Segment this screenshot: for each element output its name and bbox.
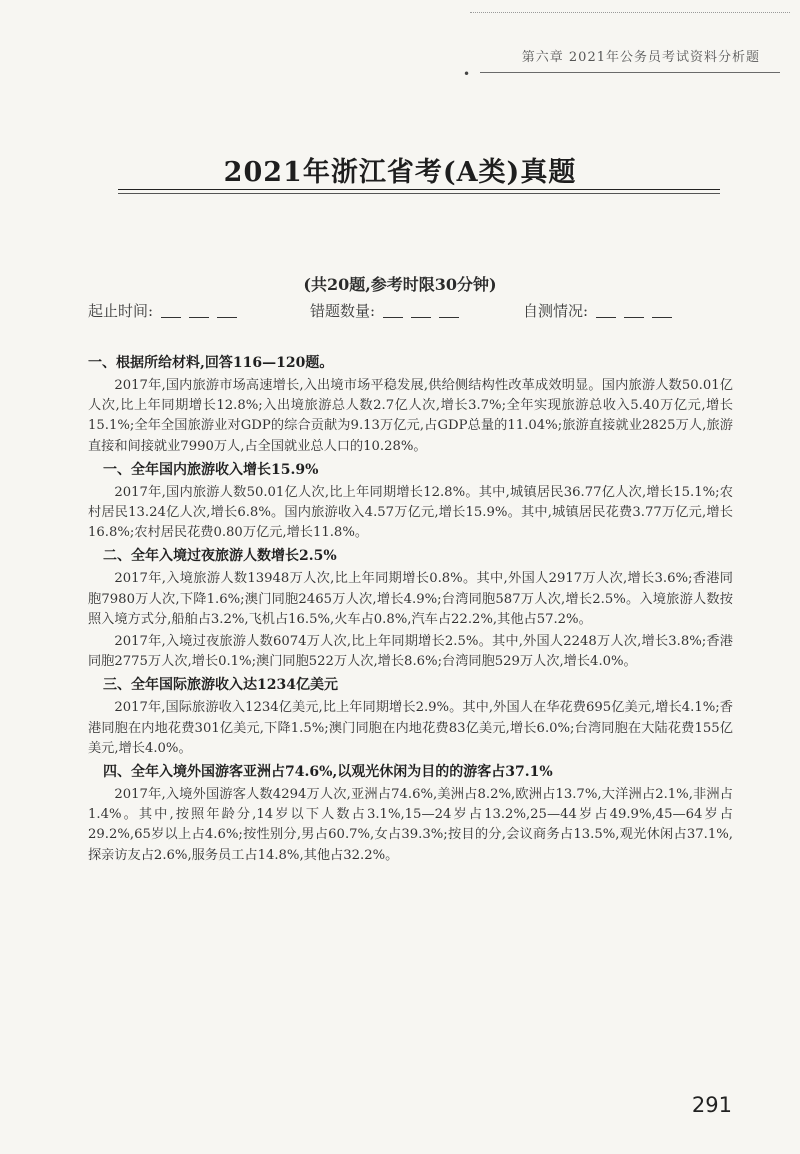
wrong-count-blank-2 [411,303,431,318]
paragraph: 2017年,国内旅游市场高速增长,入出境市场平稳发展,供给侧结构性改革成效明显。国内旅游人数50.01亿人次,比上年同期增长12.8%;入出境旅游总人数2.7亿人次,增长3.7%;全年实现旅游总收入5.40万亿元,增长15.1%;全年全国旅游业对GDP的综合贡献为9.13万亿元,占GDP总量的11.04%;旅游直接就业2825万人,旅游直接和间接就业7990万人,占全国就业总人口的10.28%。 [88,378,733,454]
section-inbound-overnight [88,547,733,672]
page-title: 2021年浙江省考(A类)真题 [223,157,577,188]
wrong-count-field [310,300,459,321]
paragraph: 2017年,国内旅游人数50.01亿人次,比上年同期增长12.8%。其中,城镇居民36.77亿人次,增长15.1%;农村居民13.24亿人次,增长6.8%。国内旅游收入4.57万亿元,增长15.9%。其中,城镇居民花费3.77万亿元,增长16.8%;农村居民花费0.80万亿元,增长11.8%。 [88,484,733,541]
header-rule [480,72,780,73]
article-body [88,350,733,868]
self-test-blank-2 [624,303,644,318]
start-time-field [88,300,237,321]
wrong-count-label: 错题数量: [310,302,376,320]
page-number: 291 [691,1093,732,1117]
start-time-label: 起止时间: [88,302,154,320]
section-heading: 四、全年入境外国游客亚洲占74.6%,以观光休闲为目的的游客占37.1% [103,764,553,781]
paragraph: 2017年,国际旅游收入1234亿美元,比上年同期增长2.9%。其中,外国人在华花费695亿美元,增长4.1%;香港同胞在内地花费301亿美元,下降1.5%;澳门同胞在内地花费83亿美元,增长6.0%;台湾同胞在大陆花费155亿美元,增长4.0%。 [88,700,733,756]
section-heading: 一、全年国内旅游收入增长15.9% [103,461,319,478]
paragraph: 2017年,入境外国游客人数4294万人次,亚洲占74.6%,美洲占8.2%,欧洲占13.7%,大洋洲占2.1%,非洲占1.4%。其中,按照年龄分,14岁以下人数占3.1%,15—24岁占13.2%,25—44岁占49.9%,45—64岁占29.2%,65岁以上占4.6%;按性别分,男占60.7%,女占39.3%;按目的分,会议商务占13.5%,观光休闲占37.1%,探亲访友占2.6%,服务员工占14.8%,其他占32.2%。 [88,787,733,863]
running-head: 第六章 2021年公务员考试资料分析题 [521,50,760,65]
wrong-count-blank-1 [383,303,403,318]
section-foreign-visitors [88,763,733,866]
section-domestic [88,461,733,544]
self-test-field [523,300,672,321]
paragraph: 2017年,入境过夜旅游人数6074万人次,比上年同期增长2.5%。其中,外国人2248万人次,增长3.8%;香港同胞2775万人次,增长0.1%;澳门同胞522万人次,增长8.6%;台湾同胞529万人次,增长4.0%。 [88,634,733,670]
section-heading: 二、全年入境过夜旅游人数增长2.5% [103,548,337,565]
start-time-blank-2 [189,303,209,318]
section-heading: 一、根据所给材料,回答116—120题。 [88,355,334,371]
top-dotted-rule [470,12,790,13]
paragraph: 2017年,入境旅游人数13948万人次,比上年同期增长0.8%。其中,外国人2917万人次,增长3.6%;香港同胞7980万人次,下降1.6%;澳门同胞2465万人次,增长4.9%;台湾同胞587万人次,增长2.5%。入境旅游人数按照入境方式分,船舶占3.2%,飞机占16.5%,火车占0.8%,汽车占22.2%,其他占57.2%。 [88,571,733,627]
title-rule-thick [118,189,720,190]
start-time-blank-1 [161,303,181,318]
title-rule-thin [118,193,720,194]
self-test-label: 自测情况: [523,302,589,320]
section-intro [88,354,733,457]
section-international-revenue [88,676,733,759]
self-test-blank-3 [652,303,672,318]
subtitle: (共20题,参考时限30分钟) [303,275,497,294]
start-time-blank-3 [217,303,237,318]
wrong-count-blank-3 [439,303,459,318]
section-heading: 三、全年国际旅游收入达1234亿美元 [103,677,338,694]
bullet-dot-icon: • [463,67,471,81]
self-test-blank-1 [596,303,616,318]
